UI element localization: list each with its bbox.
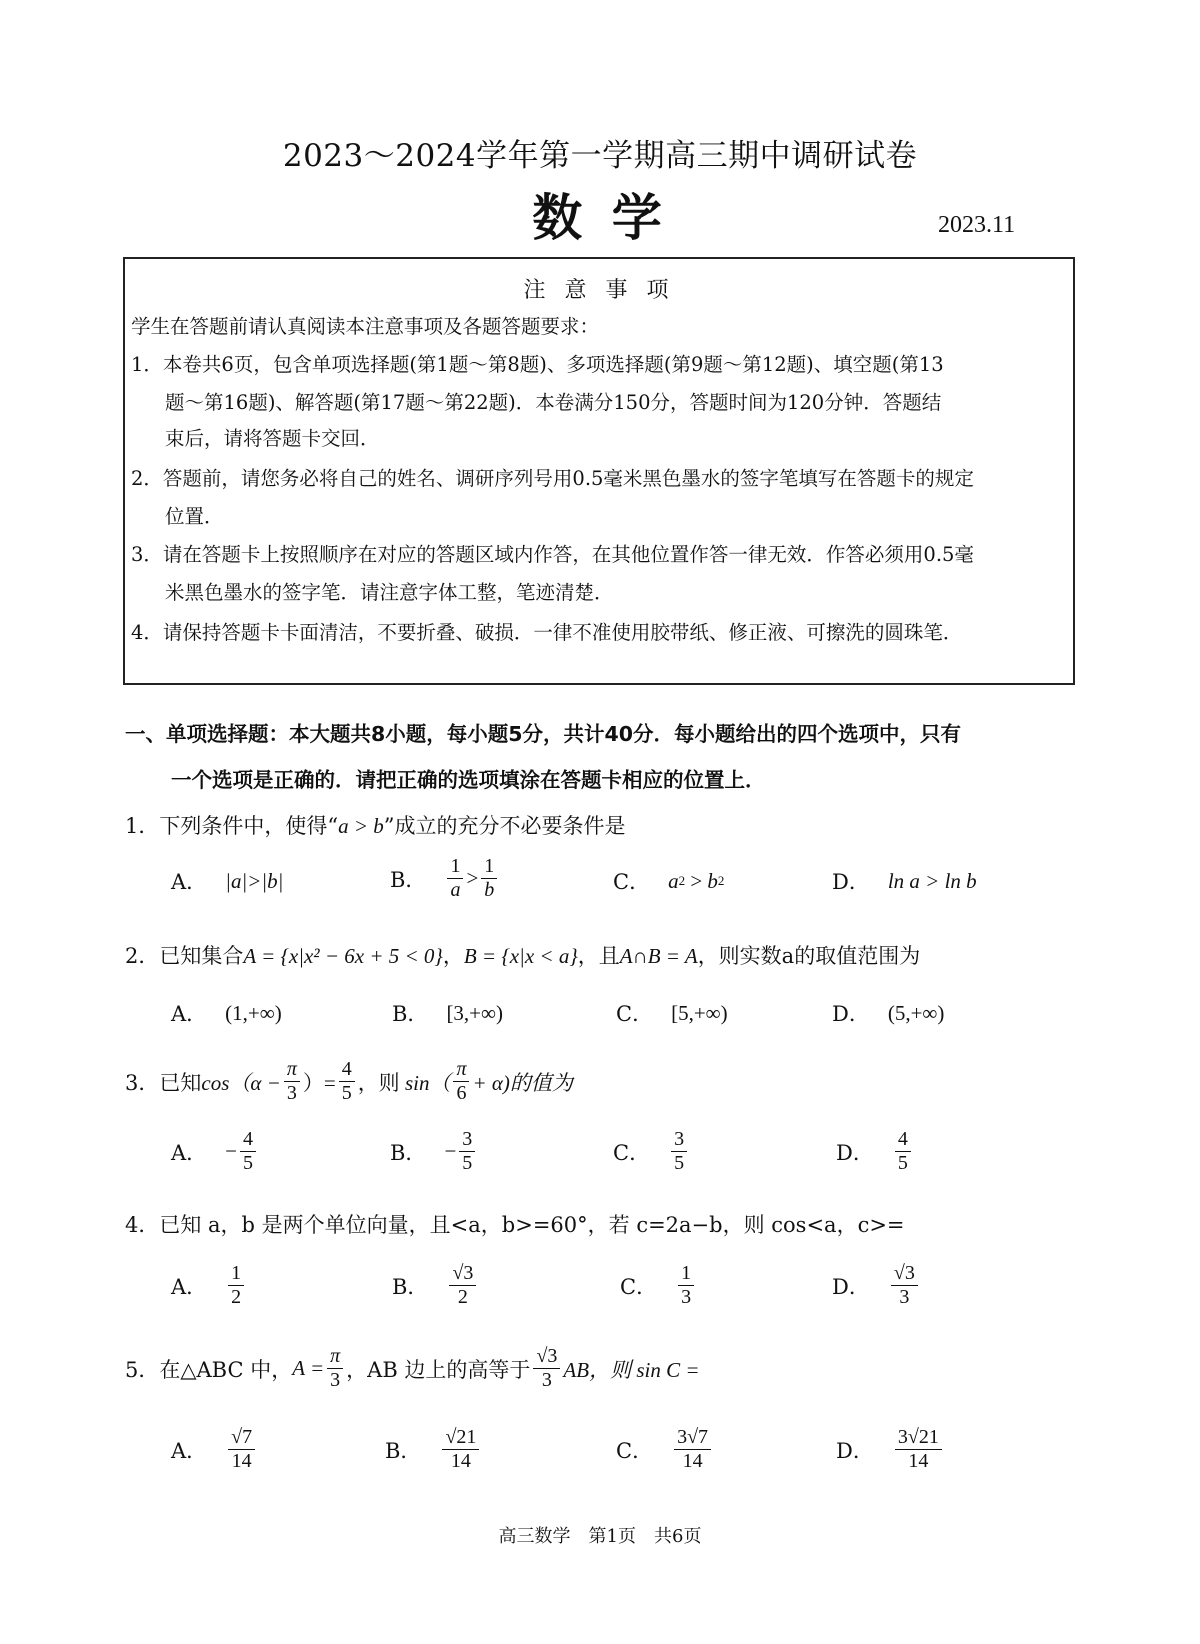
question-5-stem: 5．在△ABC 中， A = $\frac{\pi}{3}$ ，AB 边上的高等于 $\frac{√3}{3}$ AB，则 sin C = (125, 1345, 700, 1391)
question-4-option-a: A． $\frac{1}{2}$ (171, 1262, 247, 1309)
notice-item-1-line-1: 1．本卷共6页，包含单项选择题(第1题～第8题)、多项选择题(第9题～第12题)、填空题(第13 (131, 353, 944, 376)
notice-item-4: 4．请保持答题卡卡面清洁，不要折叠、破损．一律不准使用胶带纸、修正液、可擦洗的圆珠笔． (131, 621, 963, 644)
question-1-stem: 1．下列条件中，使得“a > b”成立的充分不必要条件是 (125, 814, 626, 838)
question-5-option-d: D． $\frac{3√21}{14}$ (836, 1426, 945, 1473)
exam-title: 2023～2024学年第一学期高三期中调研试卷 (282, 138, 918, 174)
section-heading-line-1: 一、单项选择题：本大题共8小题，每小题5分，共计40分．每小题给出的四个选项中，只有 (125, 722, 962, 746)
question-3-option-a: A． − $\frac{4}{5}$ (171, 1128, 259, 1175)
question-4-option-d: D． $\frac{√3}{3}$ (832, 1262, 921, 1309)
notice-item-1-line-3: 束后，请将答题卡交回． (165, 427, 380, 450)
question-4-option-b: B． $\frac{√3}{2}$ (392, 1262, 479, 1309)
question-5-option-b: B． $\frac{√21}{14}$ (385, 1426, 482, 1473)
exam-date: 2023.11 (938, 212, 1016, 238)
question-1-option-d: D． ln a > ln b (832, 868, 977, 894)
question-3-stem: 3．已知 cos（α − $\frac{\pi}{3}$ ）= $\frac{4}{5}$ ，则 sin（ $\frac{\pi}{6}$ + α)的值为 (125, 1058, 573, 1104)
notice-item-2-line-2: 位置． (165, 505, 224, 528)
question-1-option-b: B． $\frac{1}{a}$ > $\frac{1}{b}$ (390, 855, 500, 902)
question-4-stem: 4．已知 a，b 是两个单位向量，且<a，b>=60°，若 c=2a−b，则 cos<a，c>= (125, 1213, 905, 1237)
question-4-option-c: C． $\frac{1}{3}$ (620, 1262, 697, 1309)
subject-title: 数 学 (532, 189, 668, 247)
notice-item-2-line-1: 2．答题前，请您务必将自己的姓名、调研序列号用0.5毫米黑色墨水的签字笔填写在答题卡的规定 (131, 467, 974, 490)
question-3-option-d: D． $\frac{4}{5}$ (836, 1128, 914, 1175)
question-5-option-a: A． $\frac{√7}{14}$ (171, 1426, 258, 1473)
question-2-stem: 2．已知集合A = {x|x² − 6x + 5 < 0}，B = {x|x < a}，且A∩B = A，则实数a的取值范围为 (125, 944, 921, 968)
notice-intro: 学生在答题前请认真阅读本注意事项及各题答题要求： (131, 315, 600, 338)
notice-title: 注 意 事 项 (523, 278, 675, 303)
question-2-option-b: B． [3,+∞) (392, 1000, 503, 1026)
question-5-option-c: C． $\frac{3√7}{14}$ (616, 1426, 714, 1473)
notice-item-3-line-1: 3．请在答题卡上按照顺序在对应的答题区域内作答，在其他位置作答一律无效．作答必须用0.5毫 (131, 543, 974, 566)
question-3-option-c: C． $\frac{3}{5}$ (613, 1128, 690, 1175)
question-2-option-a: A． (1,+∞) (171, 1000, 282, 1026)
notice-item-1-line-2: 题～第16题)、解答题(第17题～第22题)．本卷满分150分，答题时间为120分钟．答题结 (165, 391, 942, 414)
question-1-option-c: C． a 2 > b 2 (613, 868, 725, 894)
question-2-option-c: C． [5,+∞) (616, 1000, 728, 1026)
notice-box (123, 257, 1075, 685)
question-2-option-d: D． (5,+∞) (832, 1000, 945, 1026)
notice-item-3-line-2: 米黑色墨水的签字笔．请注意字体工整，笔迹清楚． (165, 581, 614, 604)
question-3-option-b: B． − $\frac{3}{5}$ (390, 1128, 478, 1175)
section-heading-line-2: 一个选项是正确的．请把正确的选项填涂在答题卡相应的位置上． (171, 768, 766, 792)
question-1-option-a: A． |a|>|b| (171, 868, 284, 894)
page-footer: 高三数学 第1页 共6页 (498, 1526, 702, 1547)
